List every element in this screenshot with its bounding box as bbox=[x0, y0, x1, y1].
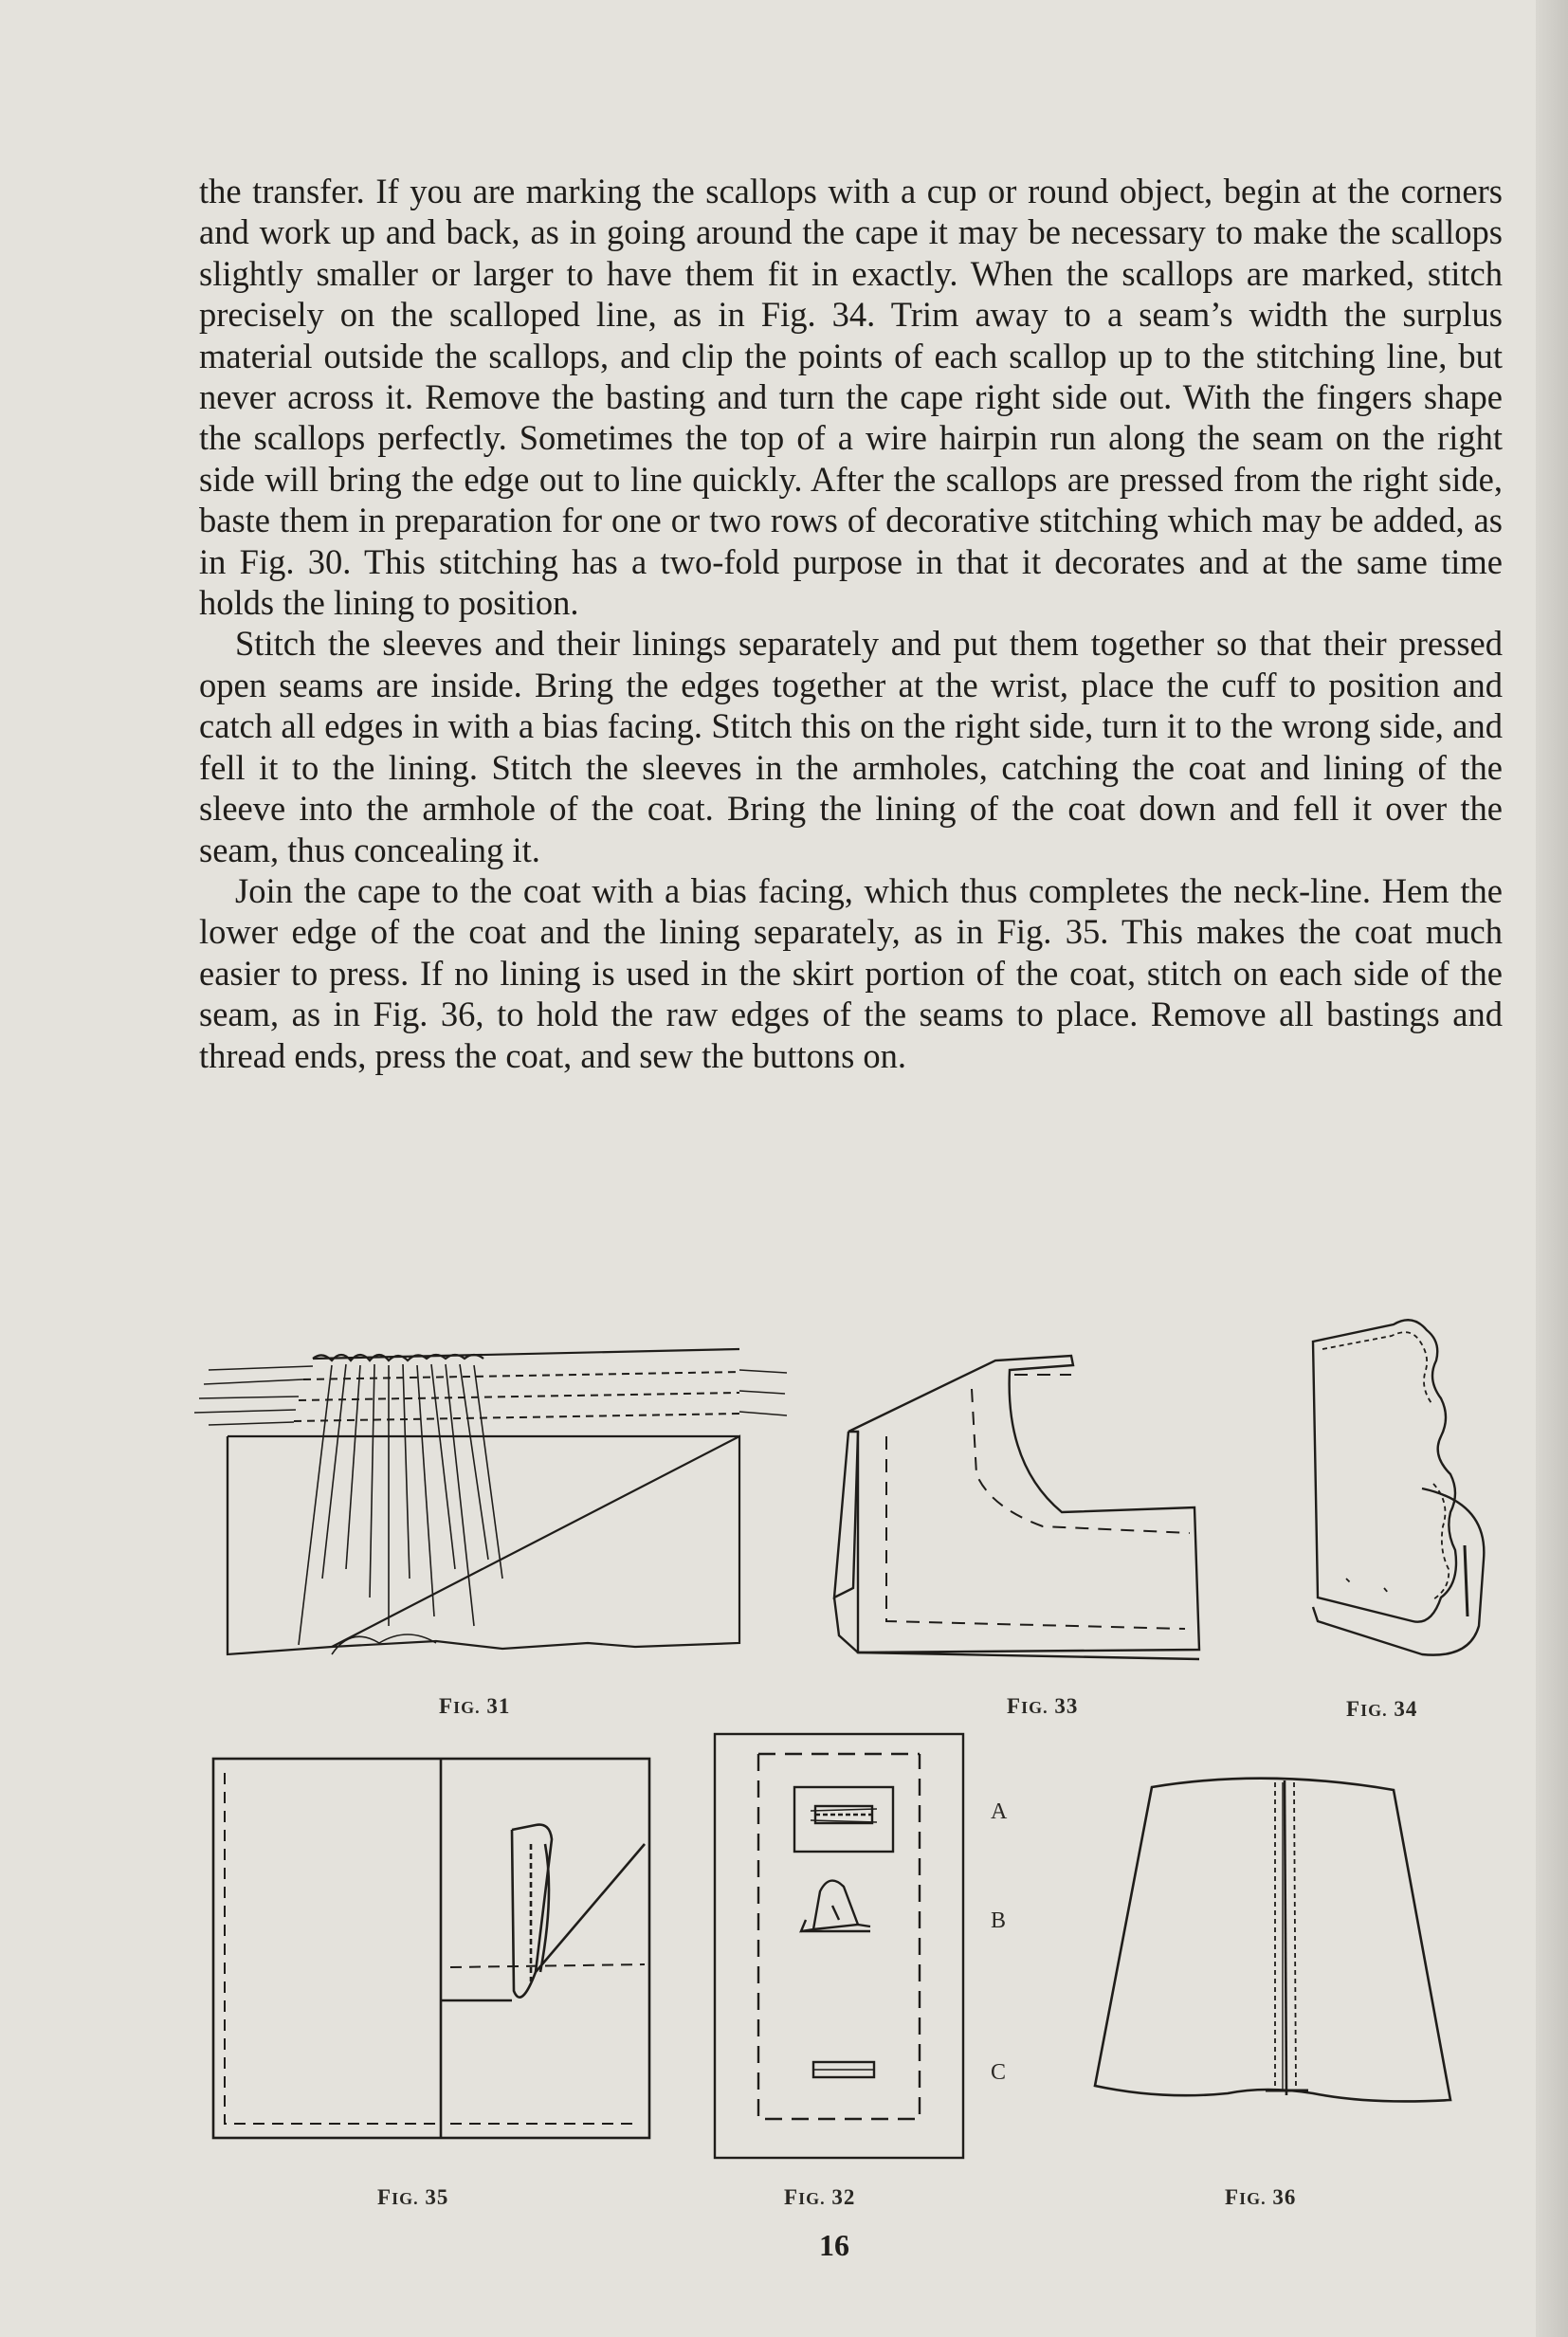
caption-fig-32: FIG. 32 bbox=[784, 2185, 856, 2209]
paragraph-1: the transfer. If you are marking the scallops with a cup or round object, begin at the corners and work up and back, as in going around the cape it may be necessary to make the scallops slightly smaller or larger to have them fit in exactly. When the scallops are marked, stitch precisely on the scalloped line, as in Fig. 34. Trim away to a seam’s width the surplus material outside the scallops, and clip the points of each scallop up to the stitching line, but never across it. Remove the basting and turn the cape right side out. With the fingers shape the scallops perfectly. Sometimes the top of a wire hairpin run along the seam on the right side will bring the edge out to line quickly. After the scallops are pressed from the right side, baste them in preparation for one or two rows of decorative stitching which may be added, as in Fig. 30. This stitching has a two-fold purpose in that it decorates and at the same time holds the lining to position. bbox=[199, 172, 1503, 623]
caption-fig-31: FIG. 31 bbox=[439, 1694, 511, 1718]
figure-35-hems bbox=[209, 1754, 654, 2143]
figure-34-scalloped-edge bbox=[1308, 1313, 1498, 1673]
figure-33-lining-corner bbox=[815, 1351, 1213, 1673]
figure-31-gathered-fabric bbox=[190, 1342, 796, 1664]
figure-36-skirt-seam bbox=[1085, 1773, 1460, 2124]
caption-fig-36: FIG. 36 bbox=[1225, 2185, 1297, 2209]
page-edge-shadow bbox=[1536, 0, 1568, 2337]
caption-fig-33: FIG. 33 bbox=[1007, 1694, 1079, 1718]
paragraph-2: Stitch the sleeves and their linings separately and put them together so that their pressed open seams are inside. Bring the edges together at the wrist, place the cuff to position and catch all edges in with a bias facing. Stitch this on the right side, turn it to the wrong side, and fell it to the lining. Stitch the sleeves in the armholes, catching the coat and lining of the sleeve into the armhole of the coat. Bring the lining of the coat down and fell it over the seam, thus concealing it. bbox=[199, 624, 1503, 869]
fig-32-label-a: A bbox=[991, 1799, 1008, 1824]
figure-32-buttonholes bbox=[711, 1730, 967, 2162]
caption-fig-35: FIG. 35 bbox=[377, 2185, 449, 2209]
caption-fig-34: FIG. 34 bbox=[1346, 1697, 1418, 1721]
fig-32-label-b: B bbox=[991, 1908, 1007, 1933]
fig-32-label-c: C bbox=[991, 2060, 1007, 2085]
body-text bbox=[199, 171, 1503, 1076]
paragraph-3: Join the cape to the coat with a bias facing, which thus completes the neck-line. Hem the lower edge of the coat and the lining separately, as in Fig. 35. This makes the coat much easier to press. If no lining is used in the skirt portion of the coat, stitch on each side of the seam, as in Fig. 36, to hold the raw edges of the seams to place. Remove all bastings and thread ends, press the coat, and sew the buttons on. bbox=[199, 870, 1503, 1075]
page-number: 16 bbox=[819, 2228, 849, 2262]
